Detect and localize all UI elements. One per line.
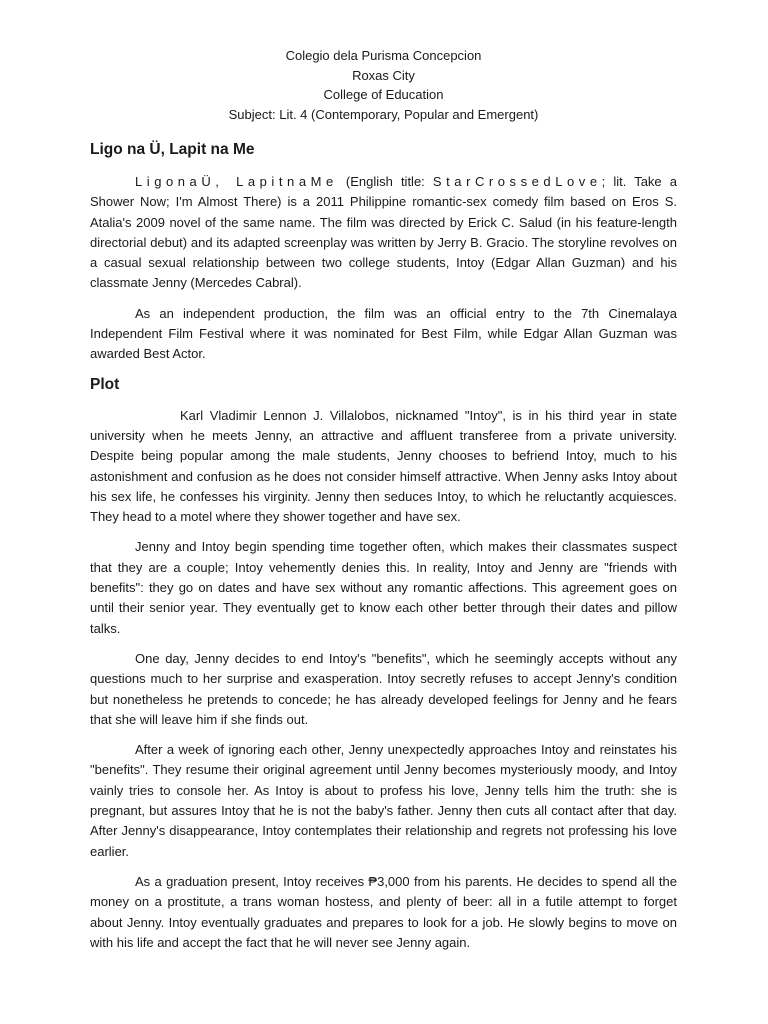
- plot-heading: Plot: [90, 375, 120, 393]
- plot-paragraph-4: After a week of ignoring each other, Jenny unexpectedly approaches Intoy and reinstates his "benefits". They resume their original agreement until Jenny becomes mysteriously moody, and Intoy vainly tries to console her. As Intoy is about to profess his love, Jenny tells him the truth: she is pregnant, but assures Intoy that he is not the baby's father. Jenny then cuts all contact after that day. After Jenny's disappearance, Intoy contemplates their relationship and regrets not professing his love earlier.: [90, 742, 677, 859]
- intro-text-a: (English title:: [337, 174, 433, 189]
- intro-english-title: StarCrossedLove: [432, 174, 602, 189]
- plot-paragraph-1: Karl Vladimir Lennon J. Villalobos, nicknamed "Intoy", is in his third year in state university when he meets Jenny, an attractive and affluent transferee from a private university. Despite being popular among the male students, Jenny chooses to befriend Intoy, much to his astonishment and confusion as he does not consider himself attractive. When Jenny asks Intoy about his sex life, he confesses his virginity. Jenny then seduces Intoy, to which he reluctantly acquiesces. They head to a motel where they shower together and have sex.: [90, 407, 677, 525]
- intro-paragraph-2: As an independent production, the film was an official entry to the 7th Cinemalaya Independent Film Festival where it was nominated for Best Film, while Edgar Allan Guzman was awarded Best Actor.: [90, 305, 677, 362]
- document-title: Ligo na Ü, Lapit na Me: [90, 141, 255, 158]
- plot-paragraph-2: Jenny and Intoy begin spending time together often, which makes their classmates suspect that they are a couple; Intoy vehemently denies this. In reality, Intoy and Jenny are "friends with benefits": they go on dates and have sex without any romantic affections. This agreement goes on until their senior year. They eventually get to know each other better through their dates and pillow talks.: [90, 539, 677, 636]
- plot-paragraph-5: As a graduation present, Intoy receives ₱3,000 from his parents. He decides to spend all the money on a prostitute, a trans woman hostess, and plenty of beer: all in a futile attempt to forget about Jenny. Intoy eventually graduates and prepares to look for a job. He slowly begins to move on with his life and accept the fact that he will never see Jenny again.: [90, 873, 677, 950]
- document-page: [90, 46, 677, 963]
- intro-paragraph-1: [90, 172, 677, 294]
- subject-line: Subject: Lit. 4 (Contemporary, Popular and Emergent): [228, 106, 539, 122]
- college-name: College of Education: [323, 87, 444, 102]
- school-name: Colegio dela Purisma Concepcion: [285, 48, 482, 63]
- plot-paragraph-3: One day, Jenny decides to end Intoy's "benefits", which he seemingly accepts without any questions much to her surprise and exasperation. Intoy secretly refuses to accept Jenny's condition but nonetheless he pretends to concede; he has already developed feelings for Jenny and he fears that she will leave him if she finds out.: [90, 650, 677, 727]
- intro-spaced-title: LigonaÜ, LapitnaMe: [135, 174, 338, 189]
- intro-text-b: ; lit. Take a Shower Now; I'm Almost There) is a 2011 Philippine romantic-sex comedy film based on Eros S. Atalia's 2009 novel of the same name. The film was directed by Erick C. Salud (in his feature-length directorial debut) and its adapted screenplay was written by Jerry B. Gracio. The storyline revolves on a casual sexual relationship between two college students, Intoy (Edgar Allan Guzman) and his classmate Jenny (Mercedes Cabral).: [90, 174, 677, 291]
- document-header: [90, 46, 677, 124]
- city-name: Roxas City: [352, 67, 415, 83]
